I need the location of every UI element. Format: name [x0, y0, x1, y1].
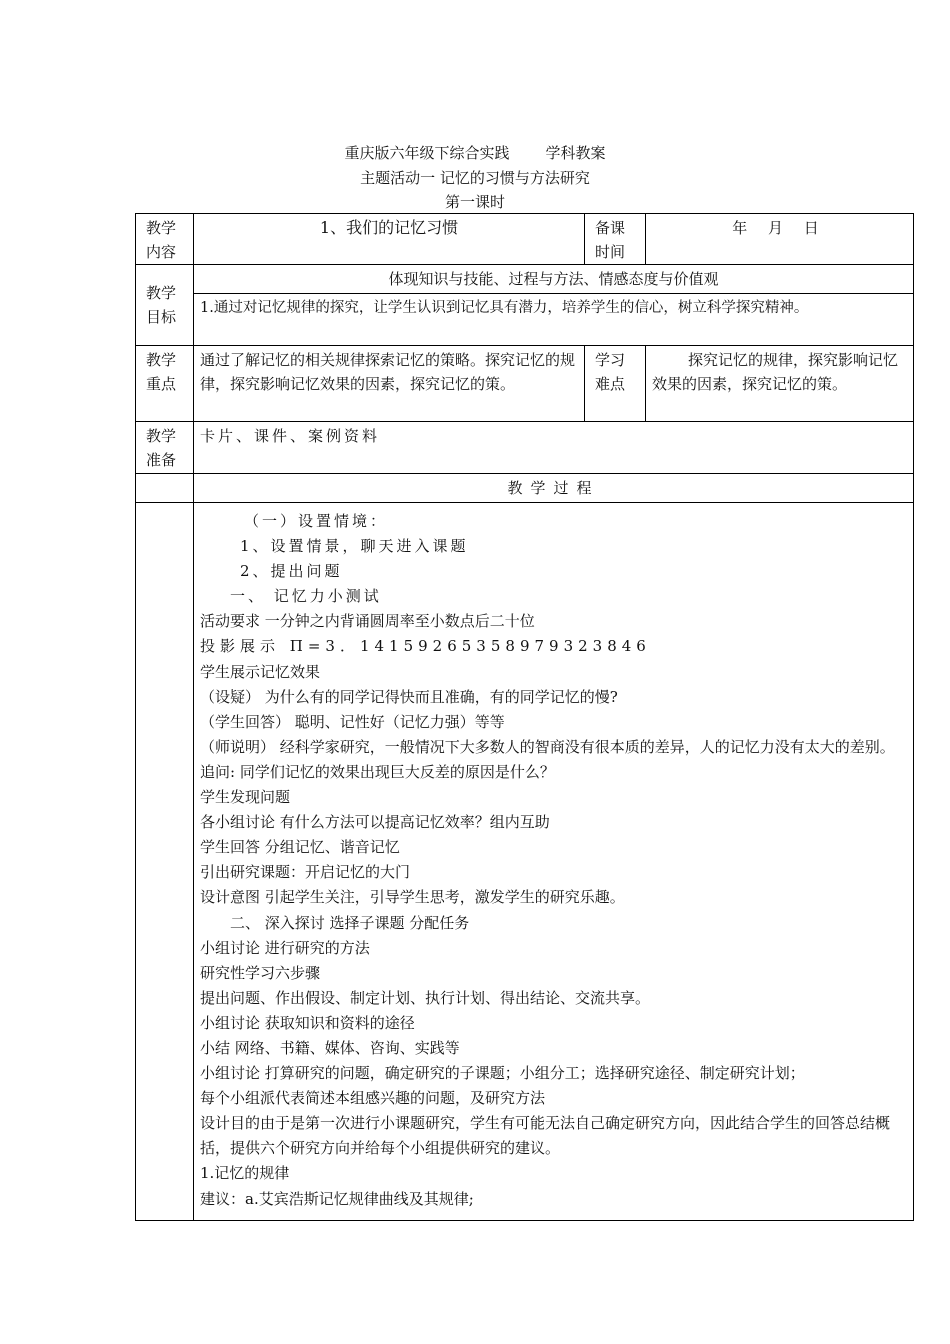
key-point-text: 通过了解记忆的相关规律探索记忆的策略。探究记忆的规律，探究影响记忆效果的因素，探究记忆的策。: [194, 346, 585, 422]
process-line: 1.记忆的规律: [200, 1164, 290, 1183]
lesson-period: 第一课时: [444, 193, 505, 211]
document-header-line1: [0, 143, 950, 163]
prep-date-value: 年 月 日: [646, 214, 914, 265]
preparation-label: 教学准备: [136, 422, 194, 474]
goal-text: 1.通过对记忆规律的探究，让学生认识到记忆具有潜力，培养学生的信心，树立科学探究精神。: [194, 294, 914, 346]
process-line: 活动要求 一分钟之内背诵圆周率至小数点后二十位: [200, 612, 535, 631]
process-body: [194, 503, 914, 1221]
process-line: 投影展示 Π=3．14159265358979323846: [200, 637, 651, 656]
process-line: 二、 深入探讨 选择子课题 分配任务: [230, 913, 470, 932]
difficulty-text: 探究记忆的规律，探究影响记忆效果的因素，探究记忆的策。: [646, 346, 914, 422]
process-line: 设计目的由于是第一次进行小课题研究，学生有可能无法自己确定研究方向，因此结合学生的回答总结概括，提供六个研究方向并给每个小组提供研究的建议。: [200, 1114, 891, 1158]
process-line: 研究性学习六步骤: [200, 963, 321, 982]
goal-label: 教学目标: [136, 265, 194, 346]
header-subject: 重庆版六年级下综合实践: [344, 144, 510, 162]
process-line: （师说明） 经科学家研究，一般情况下大多数人的智商没有很本质的差异，人的记忆力没有太大的差别。: [200, 737, 895, 756]
process-line: 提出问题、作出假设、制定计划、执行计划、得出结论、交流共享。: [200, 988, 651, 1007]
process-line: 小组讨论 打算研究的问题，确定研究的子课题；小组分工；选择研究途径、制定研究计划；: [200, 1064, 805, 1083]
process-line: 小组讨论 进行研究的方法: [200, 938, 370, 957]
prep-time-label: 备课时间: [585, 214, 646, 265]
content-label: 教学内容: [136, 214, 194, 265]
process-line: 引出研究课题：开启记忆的大门: [200, 863, 411, 882]
process-line: 设计意图 引起学生关注，引导学生思考，激发学生的研究乐趣。: [200, 888, 625, 907]
process-line: 1、设置情景，聊天进入课题: [240, 537, 469, 556]
process-line: 追问: 同学们记忆的效果出现巨大反差的原因是什么？: [200, 762, 555, 781]
content-value: 1、我们的记忆习惯: [194, 214, 585, 265]
process-blank-cell: [136, 474, 194, 503]
process-line: （设疑） 为什么有的同学记得快而且准确，有的同学记忆的慢?: [200, 687, 618, 706]
process-line: （一）设置情境：: [244, 512, 389, 530]
process-line: 一、 记忆力小测试: [230, 587, 382, 606]
process-line: 建议：a.艾宾浩斯记忆规律曲线及其规律;: [200, 1189, 474, 1208]
process-line: 学生发现问题: [200, 788, 291, 807]
process-line: 每个小组派代表简述本组感兴趣的问题，及研究方法: [200, 1089, 546, 1108]
key-point-label: 教学重点: [136, 346, 194, 422]
goal-header: 体现知识与技能、过程与方法、情感态度与价值观: [194, 265, 914, 294]
process-line: 学生回答 分组记忆、谐音记忆: [200, 838, 400, 857]
difficulty-label: 学习难点: [585, 346, 646, 422]
header-doc-type: 学科教案: [545, 144, 606, 162]
process-line: 2、提出问题: [240, 562, 343, 581]
preparation-text: 卡片、课件、案例资料: [194, 422, 914, 474]
process-line: （学生回答） 聪明、记性好（记忆力强）等等: [200, 712, 505, 731]
process-line: 小结 网络、书籍、媒体、咨询、实践等: [200, 1038, 460, 1057]
document-topic: 主题活动一 记忆的习惯与方法研究: [360, 169, 590, 187]
process-header: 教学过程: [194, 474, 914, 503]
lesson-plan-table: [135, 213, 914, 1221]
process-line: 各小组讨论 有什么方法可以提高记忆效率？组内互助: [200, 813, 550, 832]
process-line: 小组讨论 获取知识和资料的途径: [200, 1013, 415, 1032]
process-side-cell: [136, 503, 194, 1221]
process-line: 学生展示记忆效果: [200, 662, 321, 681]
